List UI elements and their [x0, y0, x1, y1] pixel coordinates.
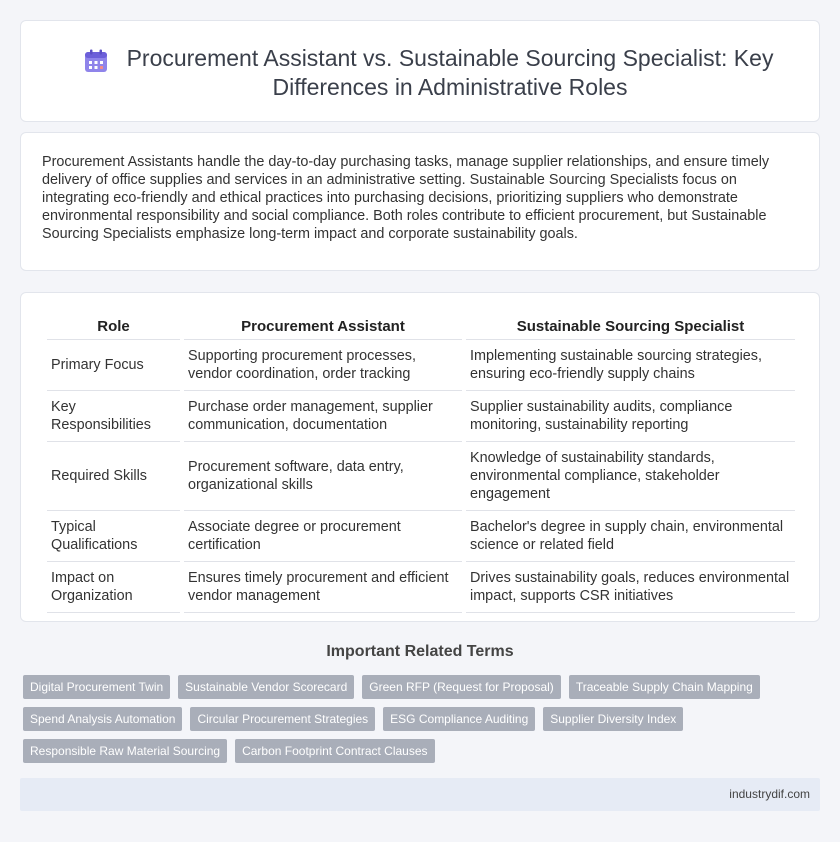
procurement-assistant-cell: Supporting procurement processes, vendor coordination, order tracking	[184, 340, 462, 391]
row-label: Required Skills	[47, 442, 180, 511]
related-term-tag[interactable]: Spend Analysis Automation	[23, 707, 182, 731]
footer-site[interactable]: industrydif.com	[729, 787, 810, 801]
comparison-table	[43, 316, 799, 613]
procurement-assistant-cell: Ensures timely procurement and efficient vendor management	[184, 562, 462, 613]
related-terms-tags	[23, 675, 803, 763]
calendar-icon	[83, 48, 109, 74]
sustainable-specialist-cell: Supplier sustainability audits, compliance monitoring, sustainability reporting	[466, 391, 795, 442]
intro-card	[20, 132, 820, 271]
table-header-row	[47, 316, 795, 340]
related-term-tag[interactable]: Responsible Raw Material Sourcing	[23, 739, 227, 763]
related-term-tag[interactable]: Traceable Supply Chain Mapping	[569, 675, 760, 699]
column-header-procurement-assistant: Procurement Assistant	[184, 316, 462, 340]
table-row	[47, 442, 795, 511]
procurement-assistant-cell: Associate degree or procurement certification	[184, 511, 462, 562]
comparison-card	[20, 292, 820, 622]
intro-paragraph: Procurement Assistants handle the day-to-day purchasing tasks, manage supplier relationships, and ensure timely delivery of office supplies and services in an administrative setting. Sustainable Sourcing Specialists focus on integrating eco-friendly and ethical practices into purchasing decisions, prioritizing suppliers who demonstrate environmental responsibility and social compliance. Both roles contribute to efficient procurement, but Sustainable Sourcing Specialists emphasize long-term impact and corporate sustainability goals.	[42, 154, 770, 242]
sustainable-specialist-cell: Knowledge of sustainability standards, environmental compliance, stakeholder engagement	[466, 442, 795, 511]
column-header-role: Role	[47, 316, 180, 340]
table-row	[47, 562, 795, 613]
sustainable-specialist-cell: Drives sustainability goals, reduces environmental impact, supports CSR initiatives	[466, 562, 795, 613]
procurement-assistant-cell: Procurement software, data entry, organizational skills	[184, 442, 462, 511]
page-title: Procurement Assistant vs. Sustainable Sourcing Specialist: Key Differences in Administrative Roles	[126, 45, 774, 100]
sustainable-specialist-cell: Implementing sustainable sourcing strategies, ensuring eco-friendly supply chains	[466, 340, 795, 391]
related-term-tag[interactable]: Carbon Footprint Contract Clauses	[235, 739, 434, 763]
related-term-tag[interactable]: Circular Procurement Strategies	[190, 707, 375, 731]
row-label: Key Responsibilities	[47, 391, 180, 442]
related-term-tag[interactable]: Green RFP (Request for Proposal)	[362, 675, 561, 699]
row-label: Impact on Organization	[47, 562, 180, 613]
row-label: Primary Focus	[47, 340, 180, 391]
title-wrap	[61, 44, 799, 102]
sustainable-specialist-cell: Bachelor's degree in supply chain, environmental science or related field	[466, 511, 795, 562]
related-term-tag[interactable]: Sustainable Vendor Scorecard	[178, 675, 354, 699]
related-terms-title: Important Related Terms	[326, 643, 514, 660]
header-card	[20, 20, 820, 122]
table-row	[47, 340, 795, 391]
footer	[20, 778, 820, 811]
related-term-tag[interactable]: ESG Compliance Auditing	[383, 707, 535, 731]
procurement-assistant-cell: Purchase order management, supplier communication, documentation	[184, 391, 462, 442]
related-term-tag[interactable]: Supplier Diversity Index	[543, 707, 683, 731]
row-label: Typical Qualifications	[47, 511, 180, 562]
related-term-tag[interactable]: Digital Procurement Twin	[23, 675, 170, 699]
table-row	[47, 391, 795, 442]
column-header-sustainable-sourcing-specialist: Sustainable Sourcing Specialist	[466, 316, 795, 340]
table-row	[47, 511, 795, 562]
